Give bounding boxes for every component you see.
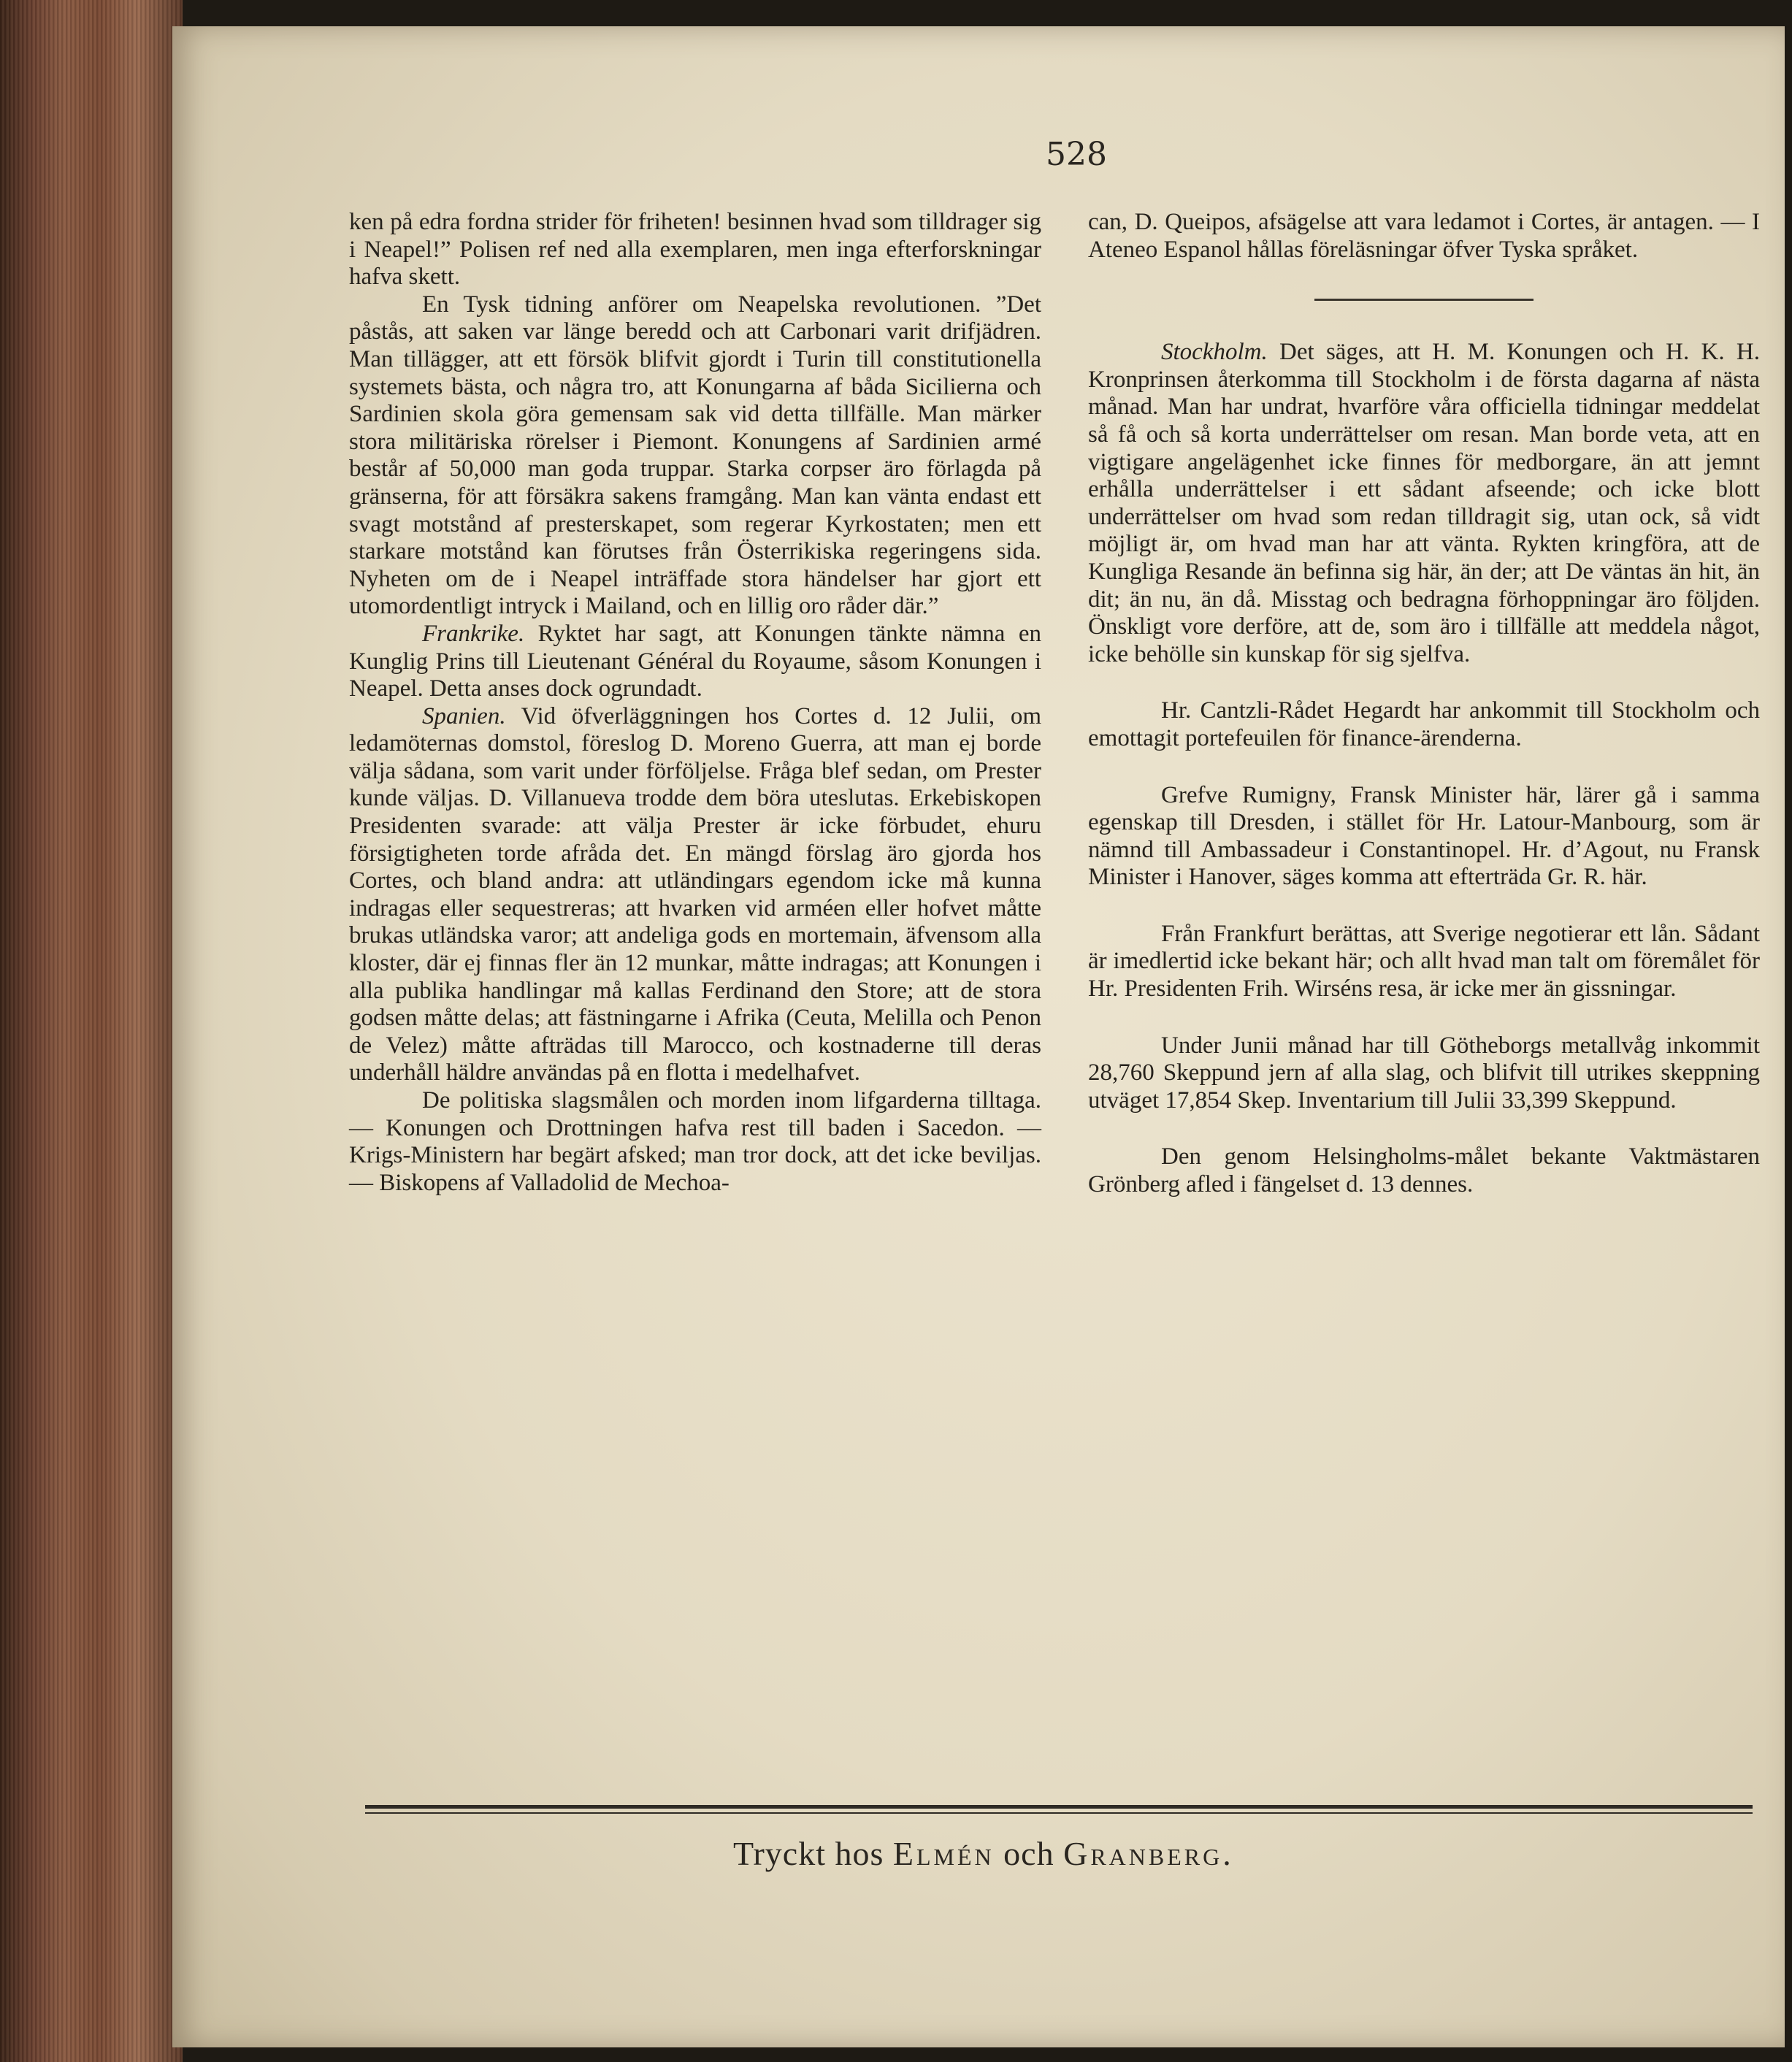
paragraph	[349, 209, 1041, 291]
paragraph-text: Grefve Rumigny, Fransk Minister här, lärer gå i samma egenskap till Dresden, i stället för Hr. Latour-Manbourg, som är nämnd till Ambassadeur i Constantinopel. Hr. d’Agout, nu Fransk Minister i Hanover, säges komma att efterträda Gr. R. här.	[1088, 781, 1760, 891]
paragraph-text: Det säges, att H. M. Konungen och H. K. H. Kronprinsen återkomma till Stockholm i de första dagarna af nästa månad. Man har undrat, hvarföre våra officiella tidningar meddelat så få och så korta underrättelser om resan. Man borde veta, att en vigtigare angelägenhet icke finnes för medborgare, än att jemnt erhålla underrättelser i ett sådant afseende; och icke blott underrättelser om hvad som redan tilldragit sig, utan ock, så vidt möjligt är, om hvad man har att vänta. Rykten kringföra, att de Kungliga Resande än befinna sig här, än der; att De väntas än hit, än dit; än nu, än då. Misstag och bedragna förhoppningar äro följden. Önskligt vore derföre, att de, som äro i tillfälle att meddela något, icke behölle sin kunskap för sig sjelfva.	[1088, 339, 1760, 667]
paragraph-text: can, D. Queipos, afsägelse att vara ledamot i Cortes, är antagen. — I Ateneo Espanol hållas föreläsningar öfver Tyska språket.	[1088, 209, 1760, 263]
bottom-rule-thin	[365, 1812, 1753, 1814]
paragraph	[349, 621, 1041, 703]
paragraph	[349, 1087, 1041, 1197]
paragraph	[1088, 209, 1760, 264]
paragraph-text: Den genom Helsingholms-målet bekante Vaktmästaren Grönberg afled i fängelset d. 13 dennes.	[1088, 1143, 1760, 1198]
paragraph	[1088, 921, 1760, 1003]
left-column	[349, 209, 1041, 1197]
paragraph-text: Vid öfverläggningen hos Cortes d. 12 Julii, om ledamöternas domstol, föreslog D. Moreno Guerra, att man ej borde välja sådana, som varit under förföljelse. Fråga blef sedan, om Prester kunde väljas. D. Villanueva trodde dem böra uteslutas. Erkebiskopen Presidenten svarade: att välja Prester är icke förbudet, ehuru försigtigheten torde afråda det. En mängd förslag äro gjorda hos Cortes, och bland andra: att utländingars egendom icke må kunna indragas eller sequestreras; att hvarken vid arméen eller hofvet måtte brukas utländska varor; att andeliga gods en mortemain, äfvensom alla kloster, där ej finnas fler än 12 munkar, måtte indragas; att Konungen i alla publika handlingar må kallas Ferdinand den Store; att de stora godsen måtte delas; att fästningarne i Afrika (Ceuta, Melilla och Penon de Velez) måtte afträdas till Marocco, och kostnaderne till deras underhåll häldre användas på en flotta i medelhafvet.	[349, 702, 1041, 1086]
right-column-top	[1088, 209, 1760, 264]
right-column	[1088, 209, 1760, 1199]
page-number: 528	[1046, 136, 1107, 173]
imprint-mid: och	[994, 1835, 1064, 1872]
section-separator	[1314, 299, 1533, 301]
paragraph-text: En Tysk tidning anförer om Neapelska revolutionen. ”Det påstås, att saken var länge beredd och att Carbonari varit drifjädren. Man tillägger, att ett försök blifvit gjordt i Turin till constitutionella systemets bästa, och några tro, att Konungarna af båda Sicilierna och Sardinien skola göra gemensam sak vid detta tillfälle. Man märker stora militäriska rörelser i Piemont. Konungens af Sardinien armé består af 50,000 man goda truppar. Starka corpser äro förlagda på gränserna, för att försäkra sakens framgång. Man kan vänta endast ett svagt motstånd af presterskapet, som regerar Kyrkostaten; men ett starkare motstånd kan förutses från Österrikiska regeringens sida. Nyheten om de i Neapel inträffade stora händelser har gjort ett utomordentligt intryck i Mailand, och en lillig oro råder där.”	[349, 291, 1041, 620]
paragraph-lead: Spanien.	[422, 702, 506, 729]
paragraph-text: De politiska slagsmålen och morden inom lifgarderna tilltaga. — Konungen och Drottningen hafva rest till baden i Sacedon. — Krigs-Ministern har begärt afsked; man tror dock, att det icke beviljas. — Biskopens af Valladolid de Mechoa-	[349, 1087, 1041, 1196]
paragraph-text: Hr. Cantzli-Rådet Hegardt har ankommit till Stockholm och emottagit portefeuilen för finance-ärenderna.	[1088, 697, 1760, 751]
imprint-prefix: Tryckt hos	[733, 1835, 893, 1872]
paragraph	[1088, 697, 1760, 752]
paragraph-text: ken på edra fordna strider för friheten! besinnen hvad som tilldrager sig i Neapel!” Polisen ref ned alla exemplaren, men inga efterforskningar hafva skett.	[349, 209, 1041, 291]
right-column-news	[1088, 339, 1760, 1198]
paragraph-text: Från Frankfurt berättas, att Sverige negotierar ett lån. Sådant är imedlertid icke bekant här; och allt hvad man talt om föremålet för Hr. Presidenten Frih. Wirséns resa, är icke mer än gissningar.	[1088, 920, 1760, 1003]
bottom-rule	[365, 1805, 1753, 1809]
imprint-suffix: .	[1222, 1835, 1232, 1872]
page-edges	[0, 0, 183, 2062]
paragraph-text: Ryktet har sagt, att Konungen tänkte nämna en Kunglig Prins till Lieutenant Général du Royaume, såsom Konungen i Neapel. Detta anses dock ogrundadt.	[349, 620, 1041, 702]
paragraph-text: Under Junii månad har till Götheborgs metallvåg inkommit 28,760 Skeppund jern af alla slag, och blifvit till utrikes skeppning utväget 17,854 Skep. Inventarium till Julii 33,399 Skeppund.	[1088, 1032, 1760, 1114]
paragraph	[1088, 1143, 1760, 1198]
paragraph	[1088, 339, 1760, 668]
paragraph-lead: Stockholm.	[1161, 339, 1268, 366]
printer-imprint	[733, 1834, 1232, 1873]
imprint-name-granberg: Granberg	[1063, 1835, 1223, 1872]
paragraph	[1088, 782, 1760, 892]
paragraph-lead: Frankrike.	[422, 620, 525, 647]
imprint-name-elmen: Elmén	[892, 1835, 995, 1872]
paragraph	[349, 703, 1041, 1087]
paragraph	[1088, 1032, 1760, 1115]
paragraph	[349, 291, 1041, 621]
